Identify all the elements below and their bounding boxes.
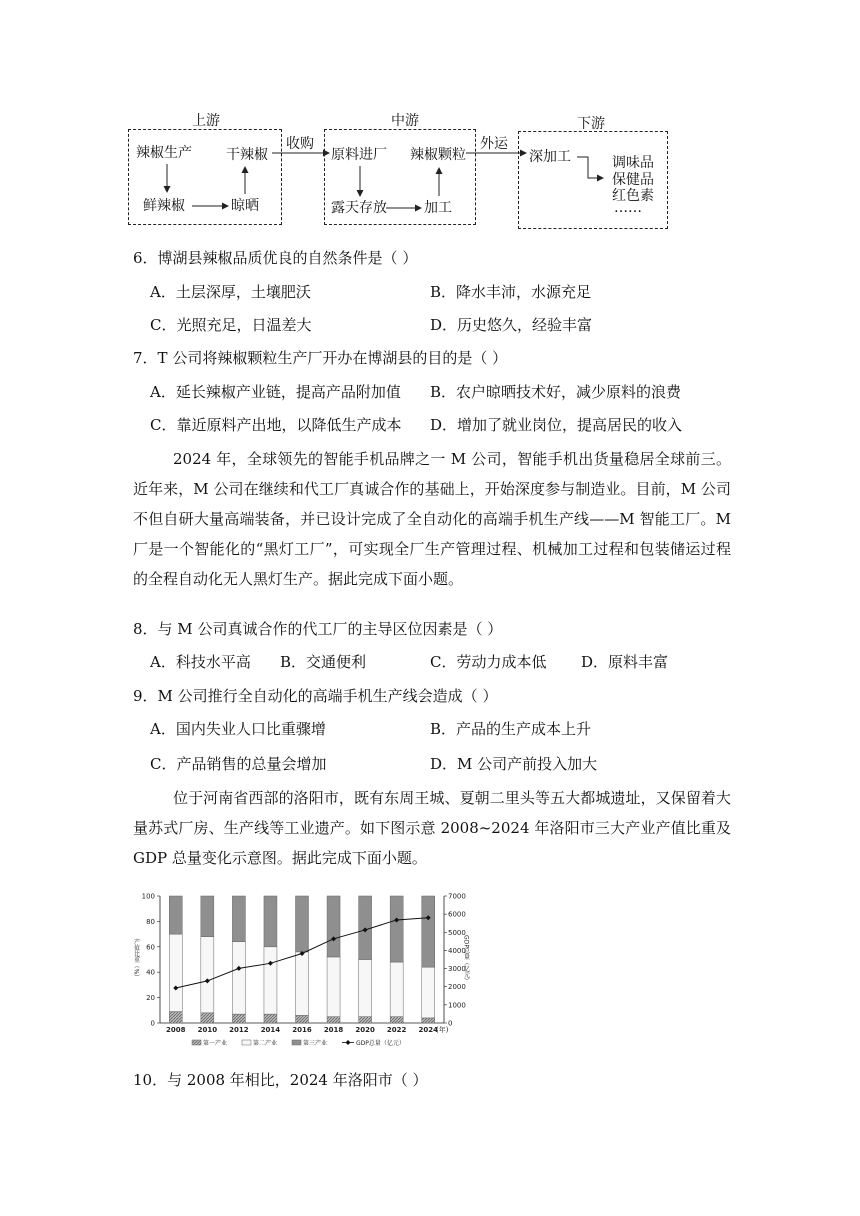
stage-downstream: 下游	[577, 116, 605, 132]
q6-stem: 6．博湖县辣椒品质优良的自然条件是（ ）	[133, 249, 418, 267]
bar-tertiary	[232, 896, 245, 942]
q6-option-c[interactable]: C．光照充足，日温差大	[150, 316, 312, 334]
bar-primary	[359, 1017, 372, 1023]
bar-tertiary	[264, 896, 277, 947]
q9-option-a[interactable]: A．国内失业人口比重骤增	[150, 720, 326, 738]
q8-option-a[interactable]: A．科技水平高	[150, 653, 251, 671]
x-tick-label: 2008	[166, 1026, 186, 1034]
q9-option-c[interactable]: C．产品销售的总量会增加	[150, 755, 327, 773]
bar-primary	[169, 1012, 182, 1023]
left-tick-label: 80	[146, 917, 155, 926]
x-unit-label: (年)	[436, 1026, 449, 1034]
right-tick-label: 1000	[448, 1001, 466, 1010]
bar-secondary	[327, 957, 340, 1017]
node-deep-processing: 深加工	[529, 149, 571, 165]
node-sun-drying: 晾晒	[231, 198, 259, 214]
legend-swatch	[192, 1040, 201, 1045]
node-open-storage: 露天存放	[331, 200, 387, 216]
bar-secondary	[422, 967, 435, 1018]
bar-tertiary	[327, 896, 340, 957]
arrow-deep-to-products	[577, 157, 603, 178]
legend-swatch	[292, 1040, 301, 1045]
bar-primary	[422, 1018, 435, 1023]
stage-midstream: 中游	[391, 113, 419, 129]
bar-primary	[390, 1017, 403, 1023]
bar-tertiary	[390, 896, 403, 962]
x-tick-label: 2014	[260, 1026, 281, 1034]
left-tick-label: 0	[150, 1019, 155, 1028]
legend-swatch	[242, 1040, 251, 1045]
q9-option-b[interactable]: B．产品的生产成本上升	[430, 720, 592, 738]
legend-label: 第三产业	[303, 1040, 328, 1047]
q8-option-d[interactable]: D．原料丰富	[581, 653, 669, 671]
arrow-label-export: 外运	[480, 136, 508, 152]
x-tick-label: 2018	[323, 1026, 344, 1034]
stage-upstream: 上游	[192, 113, 220, 129]
product-health: 保健品	[612, 172, 654, 188]
q6-option-d[interactable]: D．历史悠久，经验丰富	[430, 316, 593, 334]
left-tick-label: 20	[146, 994, 155, 1003]
right-tick-label: 4000	[448, 946, 466, 955]
x-tick-label: 2016	[292, 1026, 312, 1034]
left-tick-label: 60	[146, 943, 155, 952]
x-tick-label: 2022	[386, 1026, 407, 1034]
product-seasoning: 调味品	[612, 155, 654, 171]
x-tick-label: 2020	[355, 1026, 375, 1034]
q8-stem: 8．与 M 公司真诚合作的代工厂的主导区位因素是（ ）	[133, 620, 503, 638]
q6-option-b[interactable]: B．降水丰沛，水源充足	[430, 283, 592, 301]
left-tick-label: 100	[141, 892, 155, 901]
left-tick-label: 40	[146, 968, 155, 977]
q8-option-c[interactable]: C．劳动力成本低	[430, 653, 547, 671]
legend-diamond	[346, 1040, 351, 1045]
bar-tertiary	[169, 896, 182, 934]
bar-tertiary	[201, 896, 214, 937]
q7-stem: 7．T 公司将辣椒颗粒生产厂开办在博湖县的目的是（ ）	[133, 349, 508, 367]
bar-tertiary	[422, 896, 435, 967]
q8-option-b[interactable]: B．交通便利	[280, 653, 367, 671]
node-fresh-pepper: 鲜辣椒	[143, 198, 185, 214]
q6-option-a[interactable]: A．土层深厚，土壤肥沃	[150, 283, 311, 301]
right-tick-label: 7000	[448, 892, 466, 901]
x-tick-label: 2024	[418, 1026, 438, 1034]
right-axis-label: GDP总量（亿元）	[462, 935, 470, 984]
bar-primary	[201, 1013, 214, 1023]
legend-label: 第一产业	[203, 1040, 228, 1047]
q7-option-c[interactable]: C．靠近原料产出地，以降低生产成本	[150, 416, 402, 434]
right-tick-label: 5000	[448, 928, 466, 937]
right-tick-label: 2000	[448, 983, 466, 992]
left-axis-label: 产值比重（%）	[132, 938, 140, 981]
node-processing: 加工	[424, 200, 452, 216]
bar-secondary	[390, 962, 403, 1017]
node-pepper-granules: 辣椒颗粒	[410, 147, 466, 163]
passage-luoyang: 位于河南省西部的洛阳市，既有东周王城、夏朝二里头等五大都城遗址，又保留着大量苏式厂房、生产线等工业遗产。如下图示意 2008~2024 年洛阳市三大产业产值比重及 GDP 总量变化示意图。据此完成下面小题。	[133, 789, 731, 867]
q7-option-b[interactable]: B．农户晾晒技术好，减少原料的浪费	[430, 383, 682, 401]
q7-option-a[interactable]: A．延长辣椒产业链，提高产品附加值	[150, 383, 401, 401]
bar-secondary	[264, 947, 277, 1014]
node-pepper-production: 辣椒生产	[136, 145, 192, 161]
bar-secondary	[232, 942, 245, 1014]
node-raw-intake: 原料进厂	[331, 147, 387, 163]
arrow-label-purchase: 收购	[286, 136, 314, 152]
node-dried-pepper: 干辣椒	[226, 147, 268, 163]
bar-secondary	[359, 960, 372, 1017]
bar-secondary	[169, 934, 182, 1011]
x-tick-label: 2010	[197, 1026, 218, 1034]
q9-stem: 9．M 公司推行全自动化的高端手机生产线会造成（ ）	[133, 687, 498, 705]
right-tick-label: 0	[448, 1019, 453, 1028]
x-tick-label: 2012	[229, 1026, 249, 1034]
luoyang-industry-chart	[128, 888, 473, 1056]
bar-secondary	[201, 937, 214, 1013]
legend-label: GDP总量（亿元）	[356, 1040, 405, 1047]
bar-primary	[264, 1014, 277, 1023]
product-ellipsis: ……	[614, 200, 642, 216]
bar-tertiary	[296, 896, 309, 952]
bar-secondary	[296, 952, 309, 1016]
q7-option-d[interactable]: D．增加了就业岗位，提高居民的收入	[430, 416, 683, 434]
right-tick-label: 6000	[448, 910, 466, 919]
q9-option-d[interactable]: D．M 公司产前投入加大	[430, 755, 598, 773]
right-tick-label: 3000	[448, 965, 466, 974]
product-red-pigment: 红色素	[612, 188, 654, 204]
diagram-arrows	[0, 0, 860, 240]
q10-stem: 10．与 2008 年相比，2024 年洛阳市（ ）	[133, 1071, 428, 1089]
bar-primary	[296, 1015, 309, 1023]
legend-label: 第二产业	[253, 1040, 278, 1047]
passage-m-company: 2024 年，全球领先的智能手机品牌之一 M 公司，智能手机出货量稳居全球前三。近年来，M 公司在继续和代工厂真诚合作的基础上，开始深度参与制造业。目前，M 公司不但自研大量高端装备，并已设计完成了全自动化的高端手机生产线——M 智能工厂。M 厂是一个智能化的“黑灯工厂”，可实现全厂生产管理过程、机械加工过程和包装储运过程的全程自动化无人黑灯生产。据此完成下面小题。	[133, 450, 731, 588]
bar-primary	[327, 1017, 340, 1023]
bar-primary	[232, 1014, 245, 1023]
